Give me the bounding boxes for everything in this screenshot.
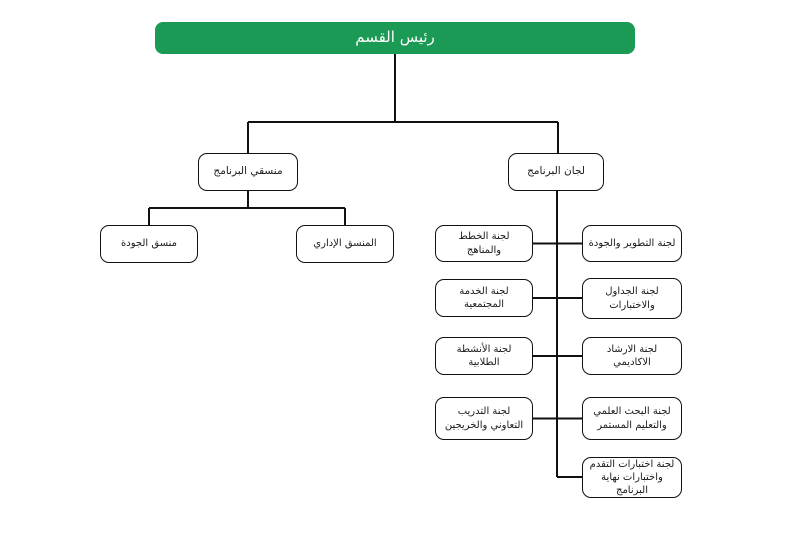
org-node-committee-research-continuing-education: لجنة البحث العلمي والتعليم المستمر	[582, 397, 682, 440]
org-node-committee-student-activities: لجنة الأنشطة الطلابية	[435, 337, 533, 375]
org-node-committee-coop-training-alumni: لجنة التدريب التعاوني والخريجين	[435, 397, 533, 440]
org-node-committee-academic-advising: لجنة الارشاد الاكاديمي	[582, 337, 682, 375]
org-node-committee-progress-final-exams: لجنة اختبارات التقدم واختبارات نهاية البرنامج	[582, 457, 682, 498]
org-node-committee-plans-curricula: لجنة الخطط والمناهج	[435, 225, 533, 262]
org-node-program-coordinators: منسقي البرنامج	[198, 153, 298, 191]
org-node-quality-coordinator: منسق الجودة	[100, 225, 198, 263]
org-node-committee-development-quality: لجنة التطوير والجودة	[582, 225, 682, 262]
org-node-committee-schedules-exams: لجنة الجداول والاختبارات	[582, 278, 682, 319]
org-node-program-committees: لجان البرنامج	[508, 153, 604, 191]
org-node-administrative-coordinator: المنسق الإداري	[296, 225, 394, 263]
org-node-committee-community-service: لجنة الخدمة المجتمعية	[435, 279, 533, 317]
org-node-department-head: رئيس القسم	[155, 22, 635, 54]
